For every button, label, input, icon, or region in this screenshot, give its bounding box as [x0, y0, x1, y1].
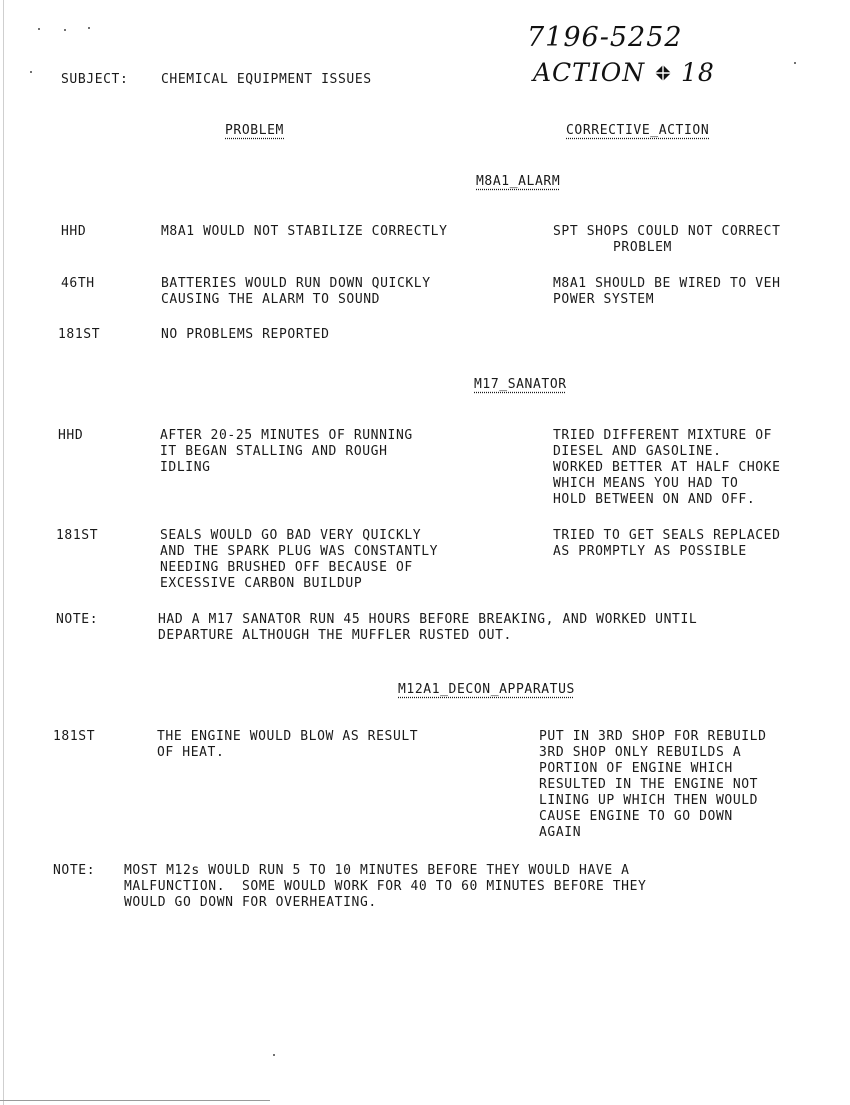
action-line: PROBLEM	[613, 240, 672, 255]
problem-line: AFTER 20-25 MINUTES OF RUNNING	[160, 428, 413, 443]
action-line: RESULTED IN THE ENGINE NOT	[539, 777, 759, 792]
note-line: HAD A M17 SANATOR RUN 45 HOURS BEFORE BREAKING, AND WORKED UNTIL	[158, 612, 698, 627]
action-line: 3RD SHOP ONLY REBUILDS A	[539, 745, 742, 760]
subject-value: CHEMICAL EQUIPMENT ISSUES	[161, 72, 372, 87]
scan-speck	[794, 62, 796, 64]
subject-label: SUBJECT:	[61, 72, 129, 87]
column-header-problem: PROBLEM	[225, 123, 284, 138]
action-line: AGAIN	[539, 825, 582, 840]
problem-line: CAUSING THE ALARM TO SOUND	[161, 292, 381, 307]
handwritten-action-text: ACTION	[533, 58, 646, 87]
note-line: MOST M12s WOULD RUN 5 TO 10 MINUTES BEFORE THEY WOULD HAVE A	[124, 863, 630, 878]
note-line: WOULD GO DOWN FOR OVERHEATING.	[124, 895, 377, 910]
action-line: PORTION OF ENGINE WHICH	[539, 761, 733, 776]
section-title-m12a1: M12A1_DECON_APPARATUS	[398, 682, 575, 697]
page-left-edge	[3, 0, 4, 1105]
action-line: TRIED DIFFERENT MIXTURE OF	[553, 428, 773, 443]
action-line: WHICH MEANS YOU HAD TO	[553, 476, 739, 491]
footer-rule	[0, 1100, 270, 1101]
unit-label: HHD	[61, 224, 87, 239]
handwritten-action-number: 18	[681, 58, 715, 87]
unit-label: 181ST	[56, 528, 99, 543]
problem-line: M8A1 WOULD NOT STABILIZE CORRECTLY	[161, 224, 448, 239]
scan-speck	[88, 27, 90, 29]
problem-line: EXCESSIVE CARBON BUILDUP	[160, 576, 363, 591]
action-line: DIESEL AND GASOLINE.	[553, 444, 722, 459]
section-title-m17: M17_SANATOR	[474, 377, 567, 392]
problem-line: IT BEGAN STALLING AND ROUGH	[160, 444, 388, 459]
action-line: PUT IN 3RD SHOP FOR REBUILD	[539, 729, 767, 744]
diamond-mark-icon	[654, 64, 672, 82]
action-line: SPT SHOPS COULD NOT CORRECT	[553, 224, 781, 239]
problem-line: BATTERIES WOULD RUN DOWN QUICKLY	[161, 276, 431, 291]
action-line: WORKED BETTER AT HALF CHOKE	[553, 460, 781, 475]
problem-line: THE ENGINE WOULD BLOW AS RESULT	[157, 729, 419, 744]
problem-line: NEEDING BRUSHED OFF BECAUSE OF	[160, 560, 413, 575]
scan-speck	[64, 29, 66, 31]
note-label: NOTE:	[53, 863, 96, 878]
scan-speck	[30, 71, 32, 73]
scan-speck	[38, 28, 40, 30]
problem-line: AND THE SPARK PLUG WAS CONSTANTLY	[160, 544, 439, 559]
action-line: M8A1 SHOULD BE WIRED TO VEH	[553, 276, 781, 291]
action-line: AS PROMPTLY AS POSSIBLE	[553, 544, 747, 559]
unit-label: HHD	[58, 428, 84, 443]
note-line: DEPARTURE ALTHOUGH THE MUFFLER RUSTED OUT.	[158, 628, 512, 643]
action-line: TRIED TO GET SEALS REPLACED	[553, 528, 781, 543]
section-title-m8a1: M8A1_ALARM	[476, 174, 561, 189]
action-line: CAUSE ENGINE TO GO DOWN	[539, 809, 733, 824]
unit-label: 181ST	[58, 327, 101, 342]
scan-speck	[273, 1054, 275, 1056]
unit-label: 46TH	[61, 276, 95, 291]
problem-line: OF HEAT.	[157, 745, 225, 760]
note-label: NOTE:	[56, 612, 99, 627]
handwritten-action	[533, 58, 715, 87]
handwritten-number: 7196-5252	[527, 22, 683, 53]
action-line: POWER SYSTEM	[553, 292, 655, 307]
note-line: MALFUNCTION. SOME WOULD WORK FOR 40 TO 60 MINUTES BEFORE THEY	[124, 879, 647, 894]
problem-line: IDLING	[160, 460, 211, 475]
action-line: LINING UP WHICH THEN WOULD	[539, 793, 759, 808]
column-header-corrective-action: CORRECTIVE_ACTION	[566, 123, 710, 138]
problem-line: NO PROBLEMS REPORTED	[161, 327, 330, 342]
problem-line: SEALS WOULD GO BAD VERY QUICKLY	[160, 528, 422, 543]
unit-label: 181ST	[53, 729, 96, 744]
action-line: HOLD BETWEEN ON AND OFF.	[553, 492, 756, 507]
